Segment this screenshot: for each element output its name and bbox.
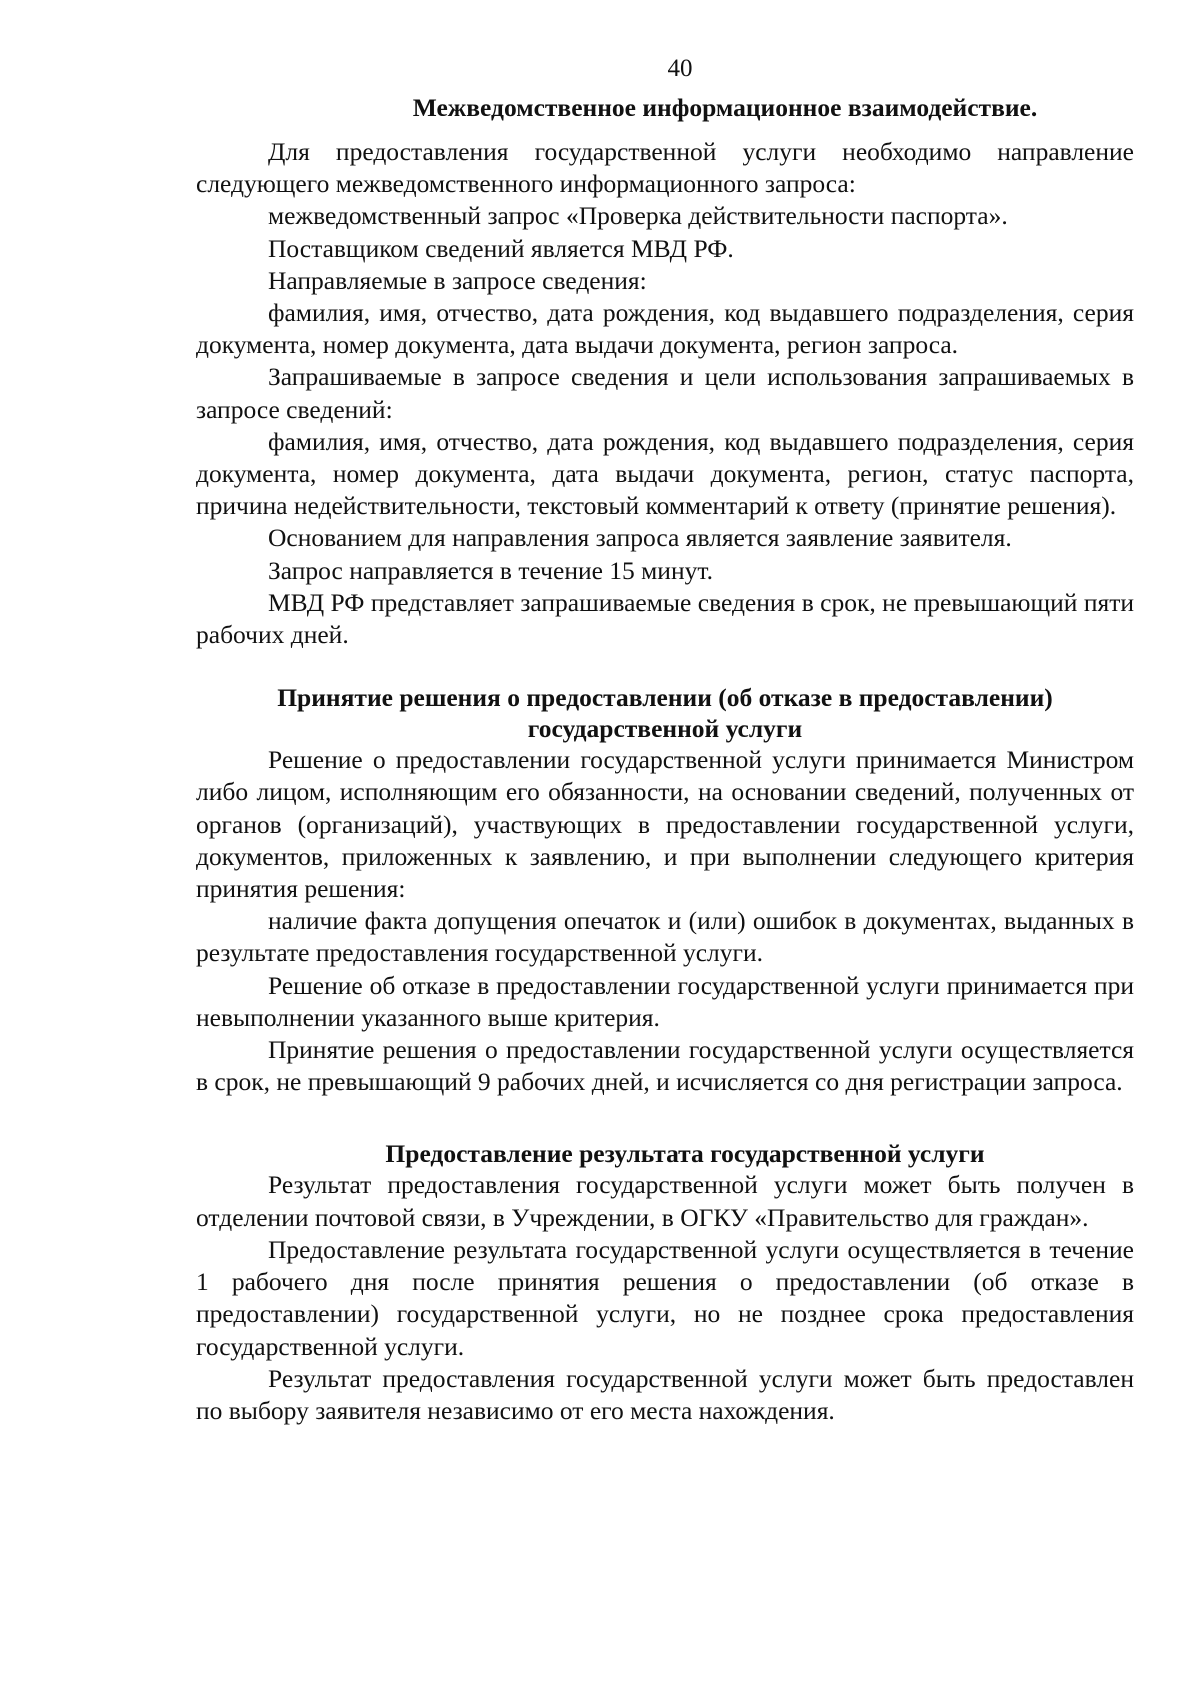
section-heading-line: Принятие решения о предоставлении (об отказе в предоставлении)	[277, 683, 1053, 713]
paragraph: Результат предоставления государственной услуги может быть получен в отделении почтовой связи, в Учреждении, в ОГКУ «Правительство для граждан».	[196, 1170, 1134, 1232]
page-number: 40	[667, 55, 693, 82]
paragraph: фамилия, имя, отчество, дата рождения, код выдавшего подразделения, серия документа, номер документа, дата выдачи документа, регион, статус паспорта, причина недействительности, текстовый комментарий к ответу (принятие решения).	[196, 426, 1134, 521]
paragraph: фамилия, имя, отчество, дата рождения, код выдавшего подразделения, серия документа, номер документа, дата выдачи документа, регион запроса.	[196, 298, 1134, 360]
document-page	[196, 54, 1134, 1427]
section-heading-decision	[196, 682, 1134, 744]
paragraph: Для предоставления государственной услуги необходимо направление следующего межведомственного информационного запроса:	[196, 137, 1134, 199]
paragraph: МВД РФ представляет запрашиваемые сведения в срок, не превышающий пяти рабочих дней.	[196, 587, 1134, 650]
section-heading-interagency: Межведомственное информационное взаимодействие.	[412, 93, 1038, 122]
section-heading-line: государственной услуги	[527, 714, 803, 744]
paragraph: Решение об отказе в предоставлении государственной услуги принимается при невыполнении указанного выше критерия.	[196, 970, 1134, 1032]
paragraph: Направляемые в запросе сведения:	[268, 265, 647, 295]
paragraph: Основанием для направления запроса является заявление заявителя.	[268, 523, 1012, 553]
paragraph: наличие факта допущения опечаток и (или) ошибок в документах, выданных в результате предоставления государственной услуги.	[196, 906, 1134, 968]
paragraph: Решение о предоставлении государственной услуги принимается Министром либо лицом, исполняющим его обязанности, на основании сведений, полученных от органов (организаций), участвующих в предоставлении государственной услуги, документов, приложенных к заявлению, и при выполнении следующего критерия принятия решения:	[196, 745, 1134, 904]
paragraph: Поставщиком сведений является МВД РФ.	[268, 233, 734, 263]
paragraph: межведомственный запрос «Проверка действительности паспорта».	[268, 201, 1008, 231]
paragraph: Принятие решения о предоставлении государственной услуги осуществляется в срок, не превышающий 9 рабочих дней, и исчисляется со дня регистрации запроса.	[196, 1035, 1134, 1097]
paragraph: Предоставление результата государственной услуги осуществляется в течение 1 рабочего дня после принятия решения о предоставлении (об отказе в предоставлении) государственной услуги, но не позднее срока предоставления государственной услуги.	[196, 1234, 1134, 1361]
paragraph: Результат предоставления государственной услуги может быть предоставлен по выбору заявителя независимо от его места нахождения.	[196, 1363, 1134, 1425]
paragraph: Запрашиваемые в запросе сведения и цели использования запрашиваемых в запросе сведений:	[196, 362, 1134, 424]
paragraph: Запрос направляется в течение 15 минут.	[268, 555, 713, 585]
section-heading-result: Предоставление результата государственной услуги	[385, 1139, 985, 1169]
